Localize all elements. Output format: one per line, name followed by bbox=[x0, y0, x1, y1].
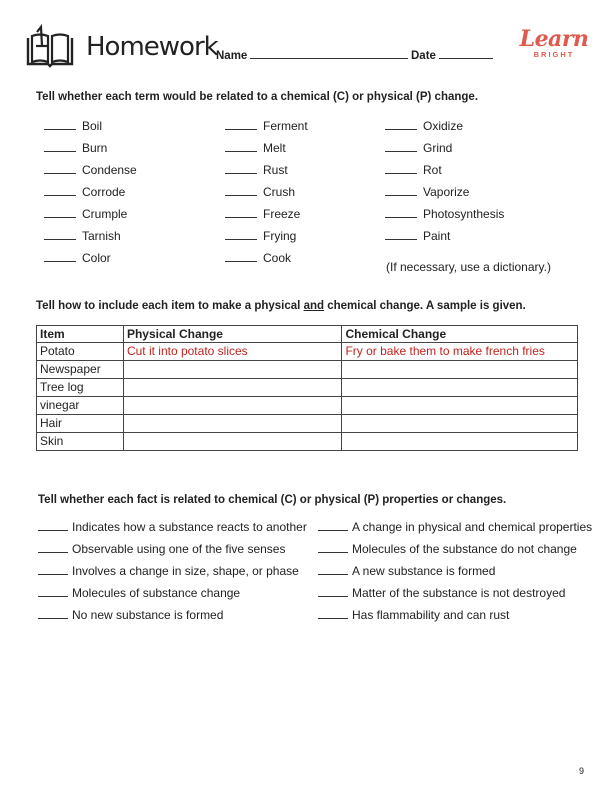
answer-blank[interactable] bbox=[318, 563, 348, 575]
chemical-cell[interactable] bbox=[342, 433, 578, 451]
chemical-cell[interactable] bbox=[342, 397, 578, 415]
chemical-cell[interactable]: Fry or bake them to make french fries bbox=[342, 343, 578, 361]
fact-item[interactable]: Observable using one of the five senses bbox=[38, 541, 307, 556]
fact-item[interactable]: A change in physical and chemical properties bbox=[318, 519, 592, 534]
section2-heading: Tell how to include each item to make a physical and chemical change. A sample is given. bbox=[36, 300, 526, 312]
item-cell: Tree log bbox=[37, 379, 124, 397]
answer-blank[interactable] bbox=[38, 541, 68, 553]
column-header: Chemical Change bbox=[342, 326, 578, 343]
answer-blank[interactable] bbox=[38, 585, 68, 597]
term-column-3 bbox=[385, 118, 504, 243]
term-item[interactable]: Rust bbox=[225, 162, 308, 177]
fact-item[interactable]: No new substance is formed bbox=[38, 607, 307, 622]
table-row bbox=[37, 343, 578, 361]
fact-item[interactable]: Involves a change in size, shape, or phase bbox=[38, 563, 307, 578]
page-title: Homework bbox=[86, 32, 218, 62]
physical-cell[interactable] bbox=[123, 397, 342, 415]
term-item[interactable]: Photosynthesis bbox=[385, 206, 504, 221]
physical-cell[interactable] bbox=[123, 379, 342, 397]
answer-blank[interactable] bbox=[225, 162, 257, 174]
answer-blank[interactable] bbox=[44, 140, 76, 152]
name-field[interactable] bbox=[216, 47, 408, 62]
term-item[interactable]: Boil bbox=[44, 118, 137, 133]
fact-item[interactable]: A new substance is formed bbox=[318, 563, 592, 578]
physical-cell[interactable] bbox=[123, 361, 342, 379]
term-item[interactable]: Frying bbox=[225, 228, 308, 243]
answer-blank[interactable] bbox=[225, 206, 257, 218]
answer-blank[interactable] bbox=[385, 162, 417, 174]
term-item[interactable]: Melt bbox=[225, 140, 308, 155]
item-cell: Potato bbox=[37, 343, 124, 361]
answer-blank[interactable] bbox=[385, 206, 417, 218]
term-column-1 bbox=[44, 118, 137, 265]
item-cell: vinegar bbox=[37, 397, 124, 415]
term-item[interactable]: Burn bbox=[44, 140, 137, 155]
answer-blank[interactable] bbox=[225, 250, 257, 262]
table-row bbox=[37, 433, 578, 451]
answer-blank[interactable] bbox=[385, 118, 417, 130]
date-line[interactable] bbox=[439, 47, 493, 59]
fact-item[interactable]: Indicates how a substance reacts to another bbox=[38, 519, 307, 534]
term-item[interactable]: Paint bbox=[385, 228, 504, 243]
term-item[interactable]: Crush bbox=[225, 184, 308, 199]
answer-blank[interactable] bbox=[318, 541, 348, 553]
answer-blank[interactable] bbox=[44, 162, 76, 174]
answer-blank[interactable] bbox=[44, 118, 76, 130]
answer-blank[interactable] bbox=[385, 140, 417, 152]
answer-blank[interactable] bbox=[225, 118, 257, 130]
name-label: Name bbox=[216, 50, 248, 62]
answer-blank[interactable] bbox=[44, 184, 76, 196]
answer-blank[interactable] bbox=[385, 184, 417, 196]
term-column-2 bbox=[225, 118, 308, 265]
physical-cell[interactable] bbox=[123, 433, 342, 451]
answer-blank[interactable] bbox=[44, 250, 76, 262]
answer-blank[interactable] bbox=[318, 607, 348, 619]
section1-heading: Tell whether each term would be related to a chemical (C) or physical (P) change. bbox=[36, 91, 479, 103]
item-cell: Skin bbox=[37, 433, 124, 451]
name-line[interactable] bbox=[250, 47, 408, 59]
date-label: Date bbox=[411, 50, 436, 62]
term-item[interactable]: Oxidize bbox=[385, 118, 504, 133]
fact-column-left bbox=[38, 519, 307, 622]
fact-item[interactable]: Matter of the substance is not destroyed bbox=[318, 585, 592, 600]
answer-blank[interactable] bbox=[225, 228, 257, 240]
term-item[interactable]: Vaporize bbox=[385, 184, 504, 199]
chemical-cell[interactable] bbox=[342, 415, 578, 433]
term-item[interactable]: Cook bbox=[225, 250, 308, 265]
answer-blank[interactable] bbox=[44, 206, 76, 218]
term-item[interactable]: Grind bbox=[385, 140, 504, 155]
fact-item[interactable]: Molecules of substance change bbox=[38, 585, 307, 600]
item-cell: Hair bbox=[37, 415, 124, 433]
physical-cell[interactable] bbox=[123, 415, 342, 433]
chemical-cell[interactable] bbox=[342, 361, 578, 379]
term-item[interactable]: Ferment bbox=[225, 118, 308, 133]
logo-sub-text: BRIGHT bbox=[533, 50, 575, 59]
table-header-row bbox=[37, 326, 578, 343]
change-table bbox=[36, 325, 578, 451]
column-header: Physical Change bbox=[123, 326, 342, 343]
term-item[interactable]: Crumple bbox=[44, 206, 137, 221]
answer-blank[interactable] bbox=[385, 228, 417, 240]
dictionary-note: (If necessary, use a dictionary.) bbox=[386, 260, 551, 274]
page-number: 9 bbox=[578, 766, 584, 776]
term-item[interactable]: Condense bbox=[44, 162, 137, 177]
term-item[interactable]: Freeze bbox=[225, 206, 308, 221]
answer-blank[interactable] bbox=[225, 184, 257, 196]
table-row bbox=[37, 415, 578, 433]
book-icon bbox=[26, 24, 74, 68]
answer-blank[interactable] bbox=[38, 563, 68, 575]
answer-blank[interactable] bbox=[318, 585, 348, 597]
table-row bbox=[37, 379, 578, 397]
answer-blank[interactable] bbox=[44, 228, 76, 240]
table-row bbox=[37, 397, 578, 415]
learn-bright-logo bbox=[518, 28, 590, 68]
fact-item[interactable]: Molecules of the substance do not change bbox=[318, 541, 592, 556]
term-item[interactable]: Color bbox=[44, 250, 137, 265]
term-item[interactable]: Corrode bbox=[44, 184, 137, 199]
fact-column-right bbox=[318, 519, 592, 622]
term-item[interactable]: Rot bbox=[385, 162, 504, 177]
column-header: Item bbox=[37, 326, 124, 343]
answer-blank[interactable] bbox=[38, 607, 68, 619]
section3-heading: Tell whether each fact is related to chemical (C) or physical (P) properties or changes. bbox=[38, 494, 507, 506]
physical-cell[interactable]: Cut it into potato slices bbox=[123, 343, 342, 361]
term-item[interactable]: Tarnish bbox=[44, 228, 137, 243]
chemical-cell[interactable] bbox=[342, 379, 578, 397]
logo-main-text: Learn bbox=[519, 26, 589, 52]
item-cell: Newspaper bbox=[37, 361, 124, 379]
answer-blank[interactable] bbox=[318, 519, 348, 531]
date-field[interactable] bbox=[411, 47, 493, 62]
answer-blank[interactable] bbox=[38, 519, 68, 531]
answer-blank[interactable] bbox=[225, 140, 257, 152]
fact-item[interactable]: Has flammability and can rust bbox=[318, 607, 592, 622]
table-row bbox=[37, 361, 578, 379]
